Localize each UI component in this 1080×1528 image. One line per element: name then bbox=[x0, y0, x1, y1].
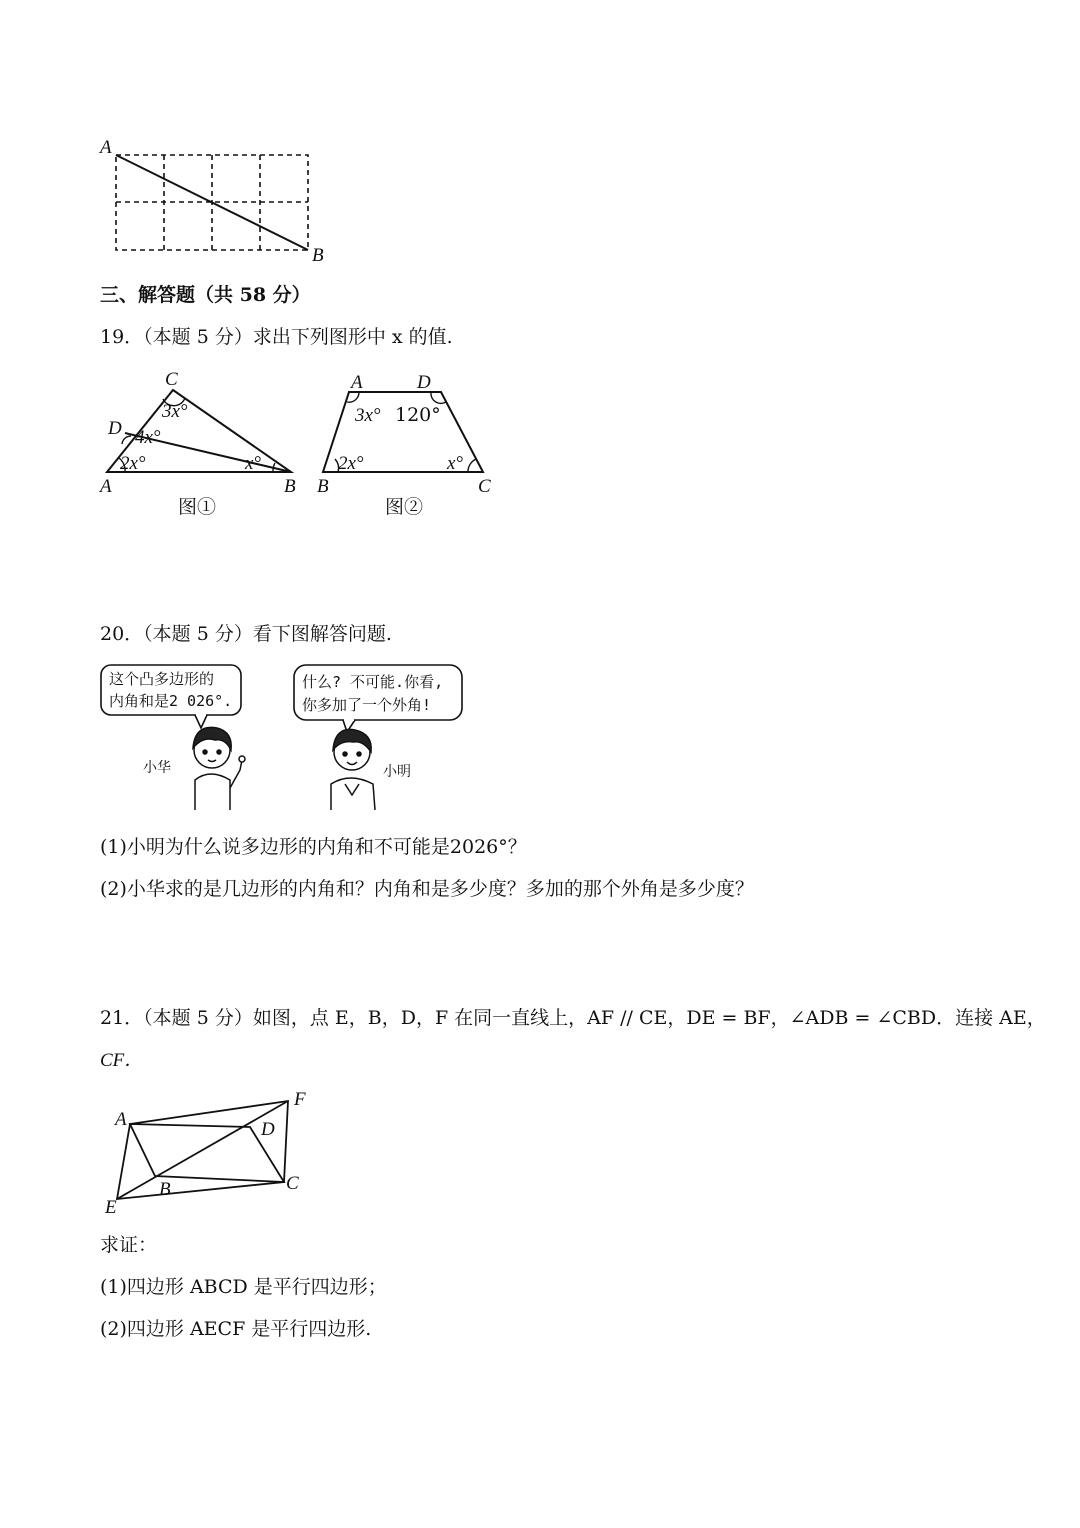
bubble-left-line1: 这个凸多边形的 bbox=[109, 670, 215, 688]
name-xiaohua: 小华 bbox=[143, 760, 171, 776]
name-xiaoming: 小明 bbox=[383, 764, 411, 780]
fig2-angle-b: 2x° bbox=[338, 453, 364, 474]
q20-illustration bbox=[95, 660, 485, 815]
xiaohua-figure bbox=[193, 727, 245, 810]
fig-label-a: A bbox=[115, 1109, 127, 1130]
fig1-angle-b: x° bbox=[245, 453, 262, 474]
q19-figure-2 bbox=[317, 372, 491, 518]
fig2-vertex-b: B bbox=[317, 476, 329, 497]
bubble-left-line2: 内角和是2 026°. bbox=[109, 692, 233, 710]
fig2-vertex-a: A bbox=[351, 372, 363, 393]
fig2-angle-d: 120° bbox=[395, 404, 441, 426]
q20-text: 20．（本题 5 分）看下图解答问题. bbox=[100, 623, 392, 645]
q21-sub1: (1)四边形 ABCD 是平行四边形； bbox=[100, 1276, 387, 1298]
fig-label-f: F bbox=[294, 1089, 306, 1110]
section-heading: 三、解答题（共 58 分） bbox=[100, 284, 311, 306]
fig2-caption: 图② bbox=[385, 496, 424, 518]
q19-figure-1 bbox=[98, 369, 296, 518]
fig-label-c: C bbox=[286, 1173, 299, 1194]
fig2-angle-a: 3x° bbox=[355, 405, 381, 426]
fig2-angle-c: x° bbox=[447, 453, 464, 474]
bubble-right-line1: 什么? 不可能.你看, bbox=[302, 673, 444, 691]
q21-sub2: (2)四边形 AECF 是平行四边形. bbox=[100, 1318, 372, 1340]
speech-bubble-right bbox=[294, 665, 462, 732]
fig1-vertex-b: B bbox=[284, 476, 296, 497]
fig1-caption: 图① bbox=[178, 496, 217, 518]
fig-label-e: E bbox=[105, 1197, 117, 1218]
grid-label-b: B bbox=[312, 245, 324, 265]
q19-text: 19．（本题 5 分）求出下列图形中 x 的值. bbox=[100, 326, 453, 348]
q21-figure bbox=[95, 1085, 325, 1225]
xiaoming-figure bbox=[331, 729, 375, 810]
q20-sub2: (2)小华求的是几边形的内角和？内角和是多少度？多加的那个外角是多少度？ bbox=[100, 878, 754, 900]
fig1-vertex-c: C bbox=[165, 369, 178, 390]
fig-label-b: B bbox=[159, 1179, 171, 1200]
fig1-vertex-d: D bbox=[108, 418, 122, 439]
fig-label-d: D bbox=[261, 1119, 275, 1140]
grid-figure bbox=[90, 135, 340, 265]
q19-figures bbox=[95, 365, 515, 525]
q21-prove: 求证： bbox=[100, 1234, 158, 1256]
speech-bubble-left bbox=[101, 665, 241, 728]
fig1-angle-a: 2x° bbox=[120, 453, 146, 474]
q21-line2: CF． bbox=[100, 1050, 144, 1071]
q20-sub1: (1)小明为什么说多边形的内角和不可能是2026°？ bbox=[100, 836, 527, 858]
q21-line1: 21．（本题 5 分）如图，点 E，B，D，F 在同一直线上，AF // CE，DE = BF，∠ADB = ∠CBD．连接 AE， bbox=[100, 1007, 1046, 1029]
fig2-vertex-d: D bbox=[417, 372, 431, 393]
fig2-vertex-c: C bbox=[478, 476, 491, 497]
grid-label-a: A bbox=[100, 137, 112, 158]
fig1-angle-d: 4x° bbox=[135, 427, 161, 448]
fig1-vertex-a: A bbox=[100, 476, 112, 497]
bubble-right-line2: 你多加了一个外角! bbox=[302, 696, 432, 714]
fig1-angle-c: 3x° bbox=[162, 401, 188, 422]
